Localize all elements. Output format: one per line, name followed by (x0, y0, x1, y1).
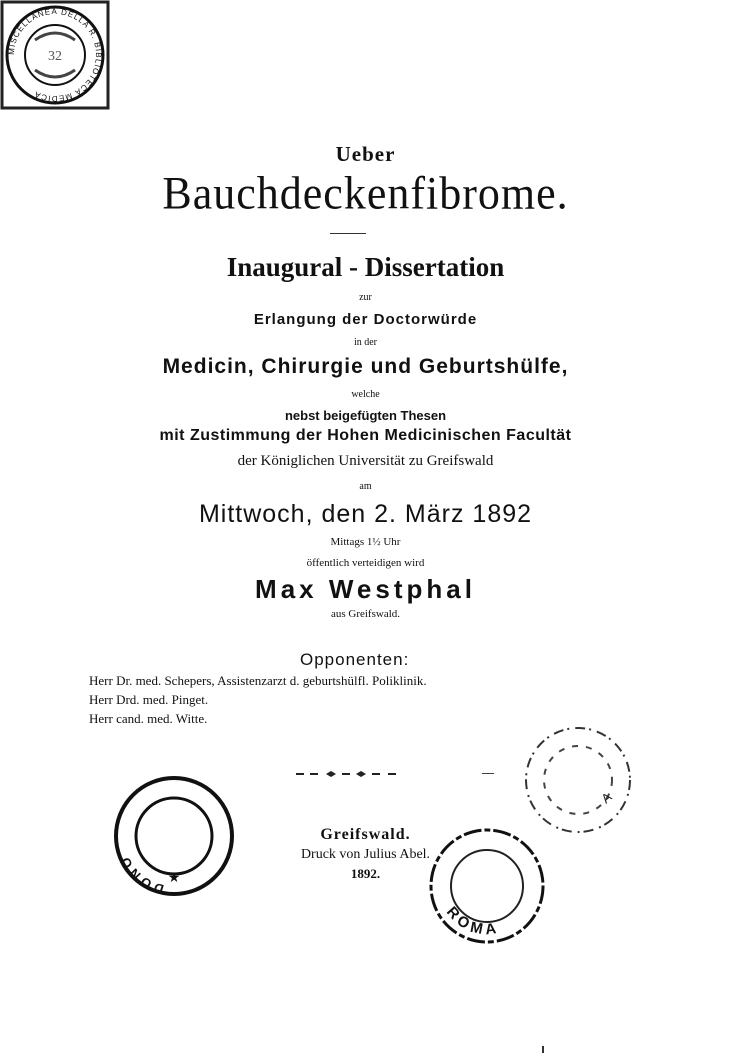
rome-stamp-text: ROMA (443, 903, 502, 939)
defense-time: Mittags 1½ Uhr (330, 536, 401, 548)
opponents-heading: Opponenten: (300, 650, 410, 669)
rome-stamp-lower (424, 826, 550, 952)
university-line: der Königlichen Universität zu Greifswald (237, 453, 494, 469)
library-stamp (0, 0, 112, 112)
ornament-divider (296, 770, 406, 778)
svg-text:ROMA (443, 904, 501, 939)
theses-line: nebst beigefügten Thesen (284, 408, 447, 423)
author-origin: aus Greifswald. (330, 608, 401, 620)
connector-in-der: in der (353, 337, 378, 348)
imprint-year: 1892. (350, 866, 381, 881)
ornament-mark (482, 770, 496, 778)
faculty-line: mit Zustimmung der Hohen Medicinischen Facultät (159, 427, 572, 444)
opponent-item: Herr Drd. med. Pinget. (89, 692, 209, 707)
svg-text:32: 32 (48, 49, 62, 64)
connector-welche: welche (351, 389, 380, 400)
page-speck (540, 1046, 546, 1054)
imprint-printer: Druck von Julius Abel. (300, 847, 431, 862)
imprint-city: Greifswald. (320, 826, 411, 843)
dissertation-label: Inaugural - Dissertation (226, 252, 505, 282)
defense-date: Mittwoch, den 2. März 1892 (198, 500, 533, 528)
opponent-item: Herr Dr. med. Schepers, Assistenzarzt d. geburtshülfl. Poliklinik. (89, 673, 427, 688)
main-title: Bauchdeckenfibrome. (162, 167, 569, 220)
fields-line: Medicin, Chirurgie und Geburtshülfe, (162, 355, 569, 378)
connector-am: am (359, 481, 372, 492)
author-name: Max Westphal (255, 574, 476, 604)
opponent-item: Herr cand. med. Witte. (89, 711, 208, 726)
svg-text:A: A (598, 789, 615, 807)
dono-stamp-text: DONO (116, 852, 166, 897)
defense-line: öffentlich verteidigen wird (306, 557, 425, 569)
svg-text:★: ★ (167, 871, 181, 886)
degree-line: Erlangung der Doctorwürde (253, 311, 478, 328)
rome-stamp-upper (520, 722, 636, 838)
connector-zur: zur (359, 292, 372, 303)
title-prefix: Ueber (335, 142, 396, 166)
library-stamp-text: MISCELLANEA DELLA R. BIBLIOTECA MEDICA (6, 6, 104, 104)
title-rule (330, 233, 366, 234)
